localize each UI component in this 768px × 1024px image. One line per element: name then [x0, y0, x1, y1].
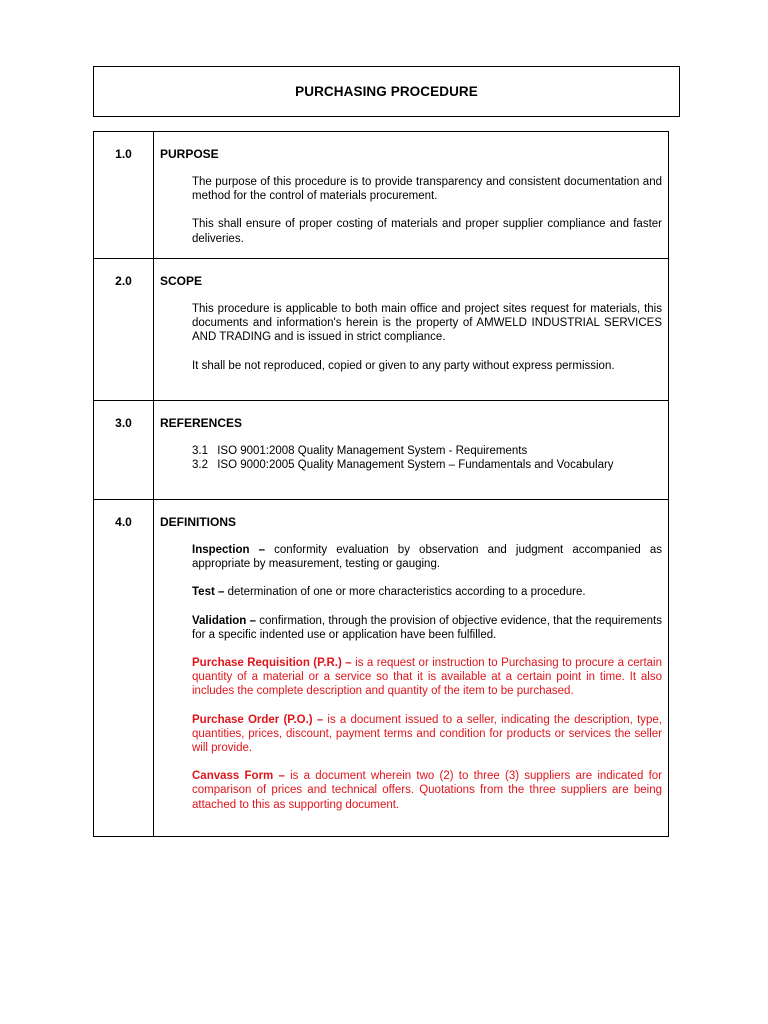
section-number: 3.0	[94, 401, 154, 499]
section-body	[154, 132, 668, 258]
procedure-table	[93, 131, 669, 837]
section-heading: SCOPE	[160, 274, 203, 288]
section-definitions	[94, 500, 668, 836]
reference-number: 3.2	[192, 459, 208, 472]
reference-text: ISO 9001:2008 Quality Management System - Requirements	[217, 445, 528, 457]
definition-term: Test –	[192, 586, 225, 599]
definition-text: confirmation, through the provision of objective evidence, that the requirements for a specific indented use or application have been fulfilled.	[192, 614, 662, 641]
section-number: 1.0	[94, 132, 154, 258]
definition-text: is a document issued to a seller, indicating the description, type, quantities, prices, discount, payment terms and condition for products or services the seller will provide.	[192, 713, 662, 755]
definition-validation	[192, 614, 662, 642]
paragraph: It shall be not reproduced, copied or given to any party without express permission.	[192, 359, 615, 372]
definition-term: Purchase Order (P.O.) –	[192, 713, 324, 726]
section-heading: DEFINITIONS	[160, 515, 237, 529]
section-body	[154, 500, 668, 836]
definition-text: determination of one or more characteristics according to a procedure.	[224, 586, 586, 599]
section-scope	[94, 259, 668, 401]
section-purpose	[94, 132, 668, 259]
definition-term: Inspection –	[192, 544, 266, 556]
section-number: 2.0	[94, 259, 154, 400]
definition-term: Canvass Form –	[192, 770, 285, 783]
section-references	[94, 401, 668, 500]
section-heading: REFERENCES	[160, 416, 243, 430]
definition-term: Validation –	[192, 614, 256, 627]
definition-text: is a request or instruction to Purchasing to procure a certain quantity of a material or a service so that it is available at a certain point in time. It also includes the complete description and quantity of the item to be purchased.	[192, 657, 662, 698]
document-title-box	[93, 66, 680, 117]
paragraph: This shall ensure of proper costing of materials and proper supplier compliance and faster deliveries.	[192, 218, 662, 245]
section-body	[154, 401, 668, 499]
reference-text: ISO 9000:2005 Quality Management System – Fundamentals and Vocabulary	[217, 459, 614, 472]
definition-purchase-order	[192, 713, 662, 756]
reference-item	[192, 458, 662, 472]
definition-text: is a document wherein two (2) to three (3) suppliers are indicated for comparison of prices and technical offers. Quotations from the three suppliers are being attached to this as supporting document.	[192, 770, 662, 811]
definition-text: conformity evaluation by observation and judgment accompanied as appropriate by measurement, testing or gauging.	[192, 544, 662, 571]
definition-test	[192, 585, 662, 599]
reference-item	[192, 444, 662, 458]
section-heading: PURPOSE	[160, 147, 219, 161]
definition-term: Purchase Requisition (P.R.) –	[192, 657, 352, 670]
section-body	[154, 259, 668, 400]
definition-canvass-form	[192, 769, 662, 812]
definition-inspection	[192, 543, 662, 571]
document-title: PURCHASING PROCEDURE	[295, 84, 478, 99]
section-number: 4.0	[94, 500, 154, 836]
reference-number: 3.1	[192, 445, 208, 457]
paragraph: This procedure is applicable to both main office and project sites request for materials, this documents and information's herein is the property of AMWELD INDUSTRIAL SERVICES AND TRADING and is issued in strict compliance.	[192, 303, 662, 344]
definition-purchase-requisition	[192, 656, 662, 699]
paragraph: The purpose of this procedure is to provide transparency and consistent documentation and method for the control of materials procurement.	[192, 176, 662, 203]
